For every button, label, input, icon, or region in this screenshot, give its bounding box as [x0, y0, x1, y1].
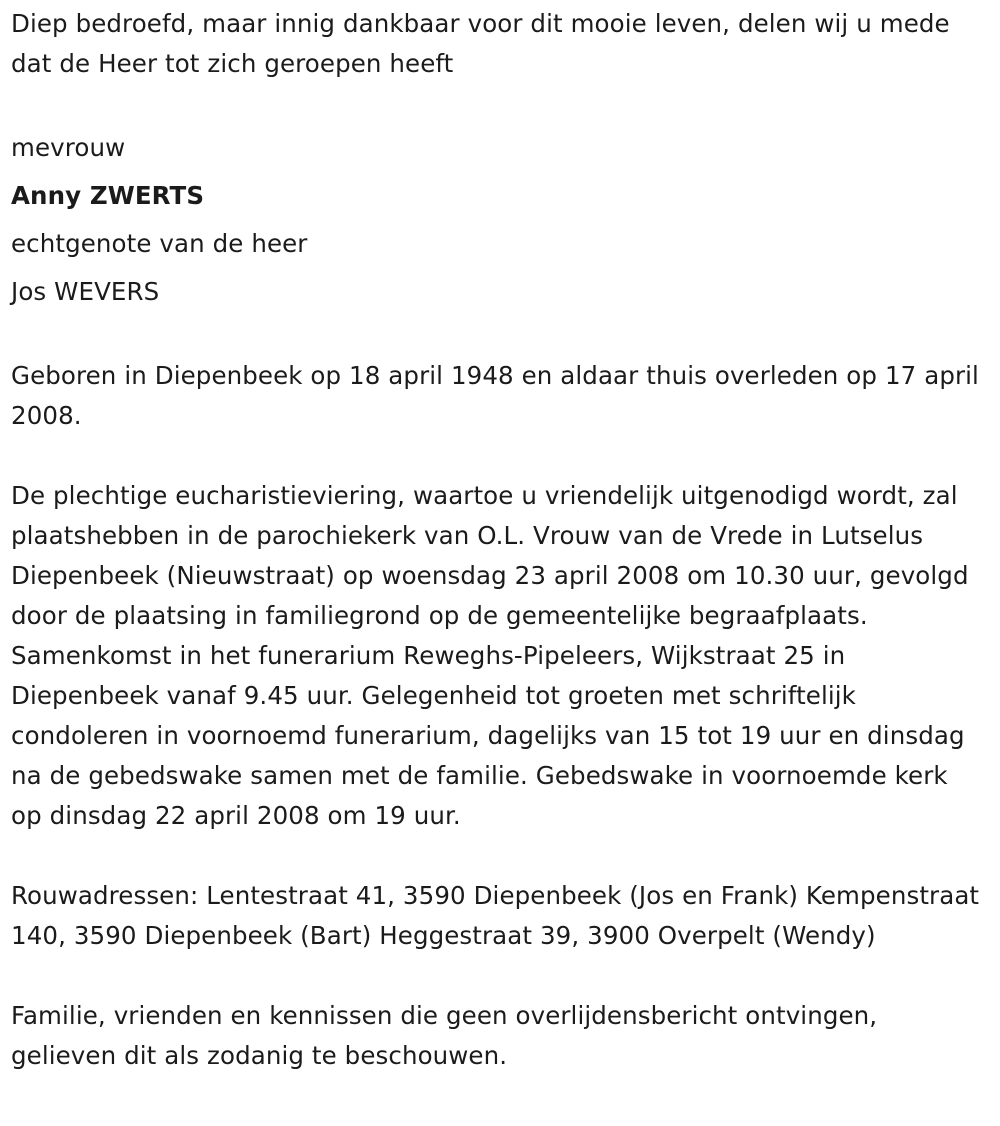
intro-text: Diep bedroefd, maar innig dankbaar voor dit mooie leven, delen wij u mede dat de Heer tot zich geroepen heeft	[11, 9, 950, 78]
spacer	[11, 316, 986, 356]
spacer	[11, 956, 986, 996]
obituary-notice	[11, 4, 986, 1076]
spacer	[11, 836, 986, 876]
deceased-name: Anny ZWERTS	[11, 181, 205, 210]
deceased-title: mevrouw	[11, 133, 126, 162]
spacer	[11, 84, 986, 124]
closing-text: Familie, vrienden en kennissen die geen overlijdensbericht ontvingen, gelieven dit als zodanig te beschouwen.	[11, 1001, 878, 1070]
addresses-text: Rouwadressen: Lentestraat 41, 3590 Diepenbeek (Jos en Frank) Kempenstraat 140, 3590 Diepenbeek (Bart) Heggestraat 39, 3900 Overpelt (Wendy)	[11, 881, 980, 950]
birth-death-text: Geboren in Diepenbeek op 18 april 1948 en aldaar thuis overleden op 17 april 2008.	[11, 361, 979, 430]
spouse-name: Jos WEVERS	[11, 277, 160, 306]
deceased-relation: echtgenote van de heer	[11, 229, 308, 258]
ceremony-text: De plechtige eucharistieviering, waartoe u vriendelijk uitgenodigd wordt, zal plaatshebben in de parochiekerk van O.L. Vrouw van de Vrede in Lutselus Diepenbeek (Nieuwstraat) op woensdag 23 april 2008 om 10.30 uur, gevolgd door de plaatsing in familiegrond op de gemeentelijke begraafplaats. Samenkomst in het funerarium Reweghs-Pipeleers, Wijkstraat 25 in Diepenbeek vanaf 9.45 uur. Gelegenheid tot groeten met schriftelijk condoleren in voornoemd funerarium, dagelijks van 15 tot 19 uur en dinsdag na de gebedswake samen met de familie. Gebedswake in voornoemde kerk op dinsdag 22 april 2008 om 19 uur.	[11, 481, 969, 830]
spacer	[11, 436, 986, 476]
